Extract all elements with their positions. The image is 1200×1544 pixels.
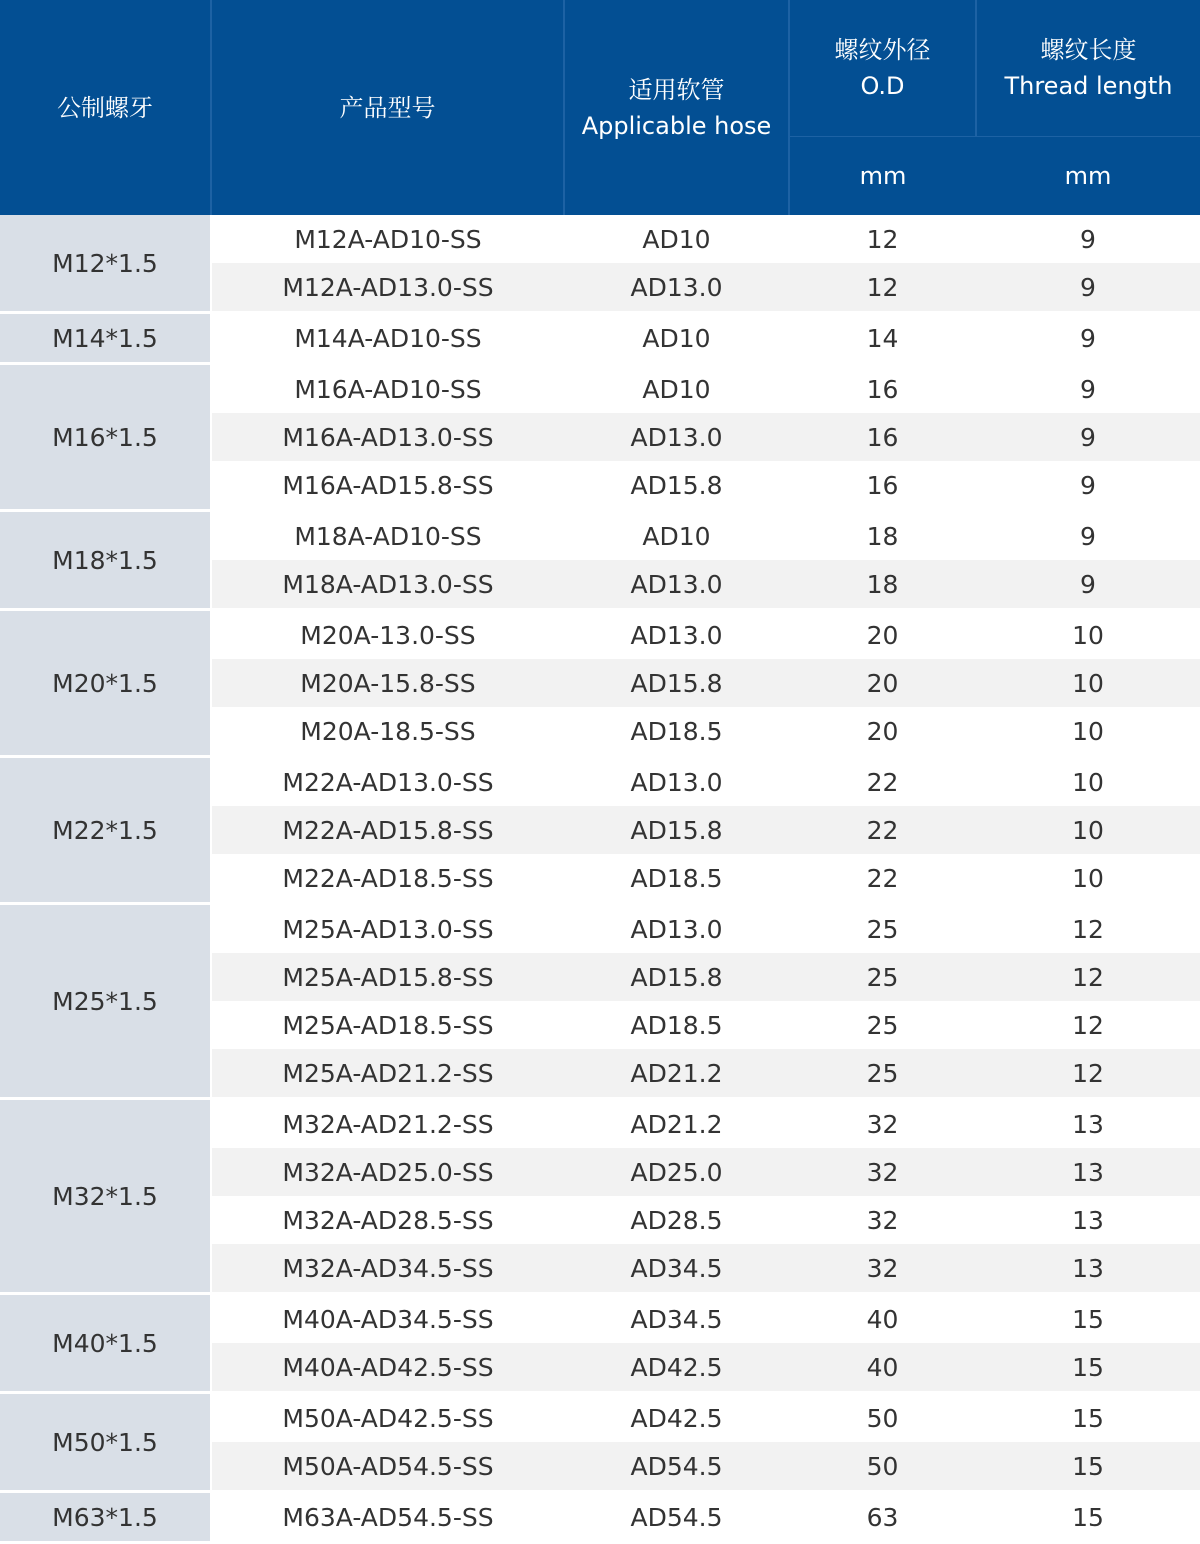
thread-length-cell: 12 bbox=[976, 904, 1200, 954]
applicable-hose-cell: AD15.8 bbox=[564, 659, 789, 707]
applicable-hose-cell: AD34.5 bbox=[564, 1244, 789, 1294]
table-row bbox=[0, 610, 1200, 660]
thread-length-cell: 13 bbox=[976, 1196, 1200, 1244]
thread-length-cell: 9 bbox=[976, 263, 1200, 313]
outer-diameter-cell: 18 bbox=[789, 560, 976, 610]
applicable-hose-cell: AD13.0 bbox=[564, 610, 789, 660]
thread-length-cell: 15 bbox=[976, 1294, 1200, 1344]
applicable-hose-cell: AD42.5 bbox=[564, 1343, 789, 1393]
product-model-cell: M18A-AD10-SS bbox=[211, 511, 564, 561]
applicable-hose-cell: AD15.8 bbox=[564, 953, 789, 1001]
applicable-hose-cell: AD13.0 bbox=[564, 757, 789, 807]
product-model-cell: M25A-AD21.2-SS bbox=[211, 1049, 564, 1099]
applicable-hose-cell: AD18.5 bbox=[564, 854, 789, 904]
thread-length-cell: 10 bbox=[976, 806, 1200, 854]
metric-thread-cell: M20*1.5 bbox=[0, 610, 211, 757]
applicable-hose-cell: AD28.5 bbox=[564, 1196, 789, 1244]
applicable-hose-cell: AD10 bbox=[564, 215, 789, 263]
outer-diameter-cell: 16 bbox=[789, 461, 976, 511]
thread-length-cell: 13 bbox=[976, 1099, 1200, 1149]
product-model-cell: M16A-AD10-SS bbox=[211, 364, 564, 414]
product-model-cell: M22A-AD15.8-SS bbox=[211, 806, 564, 854]
outer-diameter-cell: 22 bbox=[789, 757, 976, 807]
applicable-hose-cell: AD13.0 bbox=[564, 904, 789, 954]
product-model-cell: M20A-15.8-SS bbox=[211, 659, 564, 707]
outer-diameter-cell: 12 bbox=[789, 215, 976, 263]
thread-length-cell: 15 bbox=[976, 1393, 1200, 1443]
outer-diameter-cell: 32 bbox=[789, 1244, 976, 1294]
thread-length-cell: 10 bbox=[976, 659, 1200, 707]
thread-length-cell: 12 bbox=[976, 1049, 1200, 1099]
metric-thread-cell: M18*1.5 bbox=[0, 511, 211, 610]
product-model-cell: M20A-18.5-SS bbox=[211, 707, 564, 757]
product-model-cell: M25A-AD13.0-SS bbox=[211, 904, 564, 954]
thread-length-cell: 15 bbox=[976, 1442, 1200, 1492]
product-model-cell: M63A-AD54.5-SS bbox=[211, 1492, 564, 1543]
product-model-cell: M40A-AD42.5-SS bbox=[211, 1343, 564, 1393]
outer-diameter-cell: 50 bbox=[789, 1393, 976, 1443]
product-model-cell: M18A-AD13.0-SS bbox=[211, 560, 564, 610]
table-row bbox=[0, 364, 1200, 414]
product-model-cell: M12A-AD10-SS bbox=[211, 215, 564, 263]
table-row bbox=[0, 904, 1200, 954]
table-row bbox=[0, 1492, 1200, 1543]
header-applicable-hose-cn: 适用软管 bbox=[628, 75, 725, 104]
metric-thread-cell: M12*1.5 bbox=[0, 215, 211, 313]
table-row bbox=[0, 1294, 1200, 1344]
thread-length-cell: 9 bbox=[976, 461, 1200, 511]
header-applicable-hose-en: Applicable hose bbox=[581, 111, 772, 140]
product-model-cell: M32A-AD28.5-SS bbox=[211, 1196, 564, 1244]
product-model-cell: M22A-AD18.5-SS bbox=[211, 854, 564, 904]
outer-diameter-cell: 40 bbox=[789, 1294, 976, 1344]
metric-thread-cell: M50*1.5 bbox=[0, 1393, 211, 1492]
header-metric-thread: 公制螺牙 bbox=[0, 0, 211, 215]
product-model-cell: M40A-AD34.5-SS bbox=[211, 1294, 564, 1344]
applicable-hose-cell: AD15.8 bbox=[564, 461, 789, 511]
table-row bbox=[0, 1393, 1200, 1443]
outer-diameter-cell: 20 bbox=[789, 707, 976, 757]
applicable-hose-cell: AD21.2 bbox=[564, 1049, 789, 1099]
outer-diameter-cell: 16 bbox=[789, 413, 976, 461]
applicable-hose-cell: AD13.0 bbox=[564, 560, 789, 610]
outer-diameter-cell: 14 bbox=[789, 313, 976, 364]
table-row bbox=[0, 313, 1200, 364]
product-model-cell: M12A-AD13.0-SS bbox=[211, 263, 564, 313]
product-model-cell: M25A-AD15.8-SS bbox=[211, 953, 564, 1001]
outer-diameter-cell: 20 bbox=[789, 610, 976, 660]
outer-diameter-cell: 32 bbox=[789, 1196, 976, 1244]
applicable-hose-cell: AD18.5 bbox=[564, 1001, 789, 1049]
product-model-cell: M50A-AD42.5-SS bbox=[211, 1393, 564, 1443]
header-thread-length-cn: 螺纹长度 bbox=[1040, 36, 1137, 64]
thread-length-cell: 9 bbox=[976, 364, 1200, 414]
outer-diameter-cell: 18 bbox=[789, 511, 976, 561]
thread-length-cell: 10 bbox=[976, 707, 1200, 757]
table-row bbox=[0, 215, 1200, 263]
thread-length-cell: 9 bbox=[976, 215, 1200, 263]
thread-length-cell: 9 bbox=[976, 313, 1200, 364]
thread-length-cell: 10 bbox=[976, 610, 1200, 660]
thread-length-cell: 12 bbox=[976, 1001, 1200, 1049]
thread-length-cell: 10 bbox=[976, 757, 1200, 807]
header-thread-length-en: Thread length bbox=[1004, 72, 1173, 100]
applicable-hose-cell: AD25.0 bbox=[564, 1148, 789, 1196]
outer-diameter-cell: 63 bbox=[789, 1492, 976, 1543]
applicable-hose-cell: AD34.5 bbox=[564, 1294, 789, 1344]
applicable-hose-cell: AD10 bbox=[564, 313, 789, 364]
header-outer-diameter bbox=[789, 0, 976, 137]
product-model-cell: M22A-AD13.0-SS bbox=[211, 757, 564, 807]
thread-length-cell: 9 bbox=[976, 560, 1200, 610]
outer-diameter-cell: 25 bbox=[789, 904, 976, 954]
outer-diameter-cell: 20 bbox=[789, 659, 976, 707]
thread-length-cell: 15 bbox=[976, 1343, 1200, 1393]
metric-thread-cell: M16*1.5 bbox=[0, 364, 211, 511]
product-model-cell: M16A-AD15.8-SS bbox=[211, 461, 564, 511]
outer-diameter-cell: 40 bbox=[789, 1343, 976, 1393]
thread-length-cell: 12 bbox=[976, 953, 1200, 1001]
applicable-hose-cell: AD54.5 bbox=[564, 1492, 789, 1543]
header-outer-diameter-cn: 螺纹外径 bbox=[834, 36, 931, 64]
product-model-cell: M14A-AD10-SS bbox=[211, 313, 564, 364]
thread-length-cell: 9 bbox=[976, 413, 1200, 461]
thread-length-cell: 9 bbox=[976, 511, 1200, 561]
table-row bbox=[0, 757, 1200, 807]
metric-thread-cell: M14*1.5 bbox=[0, 313, 211, 364]
header-unit-outer-diameter: mm bbox=[789, 137, 976, 216]
product-model-cell: M32A-AD21.2-SS bbox=[211, 1099, 564, 1149]
applicable-hose-cell: AD13.0 bbox=[564, 413, 789, 461]
thread-length-cell: 13 bbox=[976, 1244, 1200, 1294]
thread-length-cell: 13 bbox=[976, 1148, 1200, 1196]
thread-length-cell: 10 bbox=[976, 854, 1200, 904]
metric-thread-cell: M63*1.5 bbox=[0, 1492, 211, 1543]
metric-thread-cell: M22*1.5 bbox=[0, 757, 211, 904]
outer-diameter-cell: 32 bbox=[789, 1148, 976, 1196]
header-unit-thread-length: mm bbox=[976, 137, 1200, 216]
table-row bbox=[0, 511, 1200, 561]
header-product-model: 产品型号 bbox=[211, 0, 564, 215]
metric-thread-cell: M40*1.5 bbox=[0, 1294, 211, 1393]
applicable-hose-cell: AD42.5 bbox=[564, 1393, 789, 1443]
table-header bbox=[0, 0, 1200, 215]
applicable-hose-cell: AD10 bbox=[564, 511, 789, 561]
metric-thread-cell: M25*1.5 bbox=[0, 904, 211, 1099]
table-row bbox=[0, 1099, 1200, 1149]
outer-diameter-cell: 25 bbox=[789, 1049, 976, 1099]
header-outer-diameter-en: O.D bbox=[860, 72, 905, 100]
product-model-cell: M20A-13.0-SS bbox=[211, 610, 564, 660]
metric-thread-cell: M32*1.5 bbox=[0, 1099, 211, 1294]
outer-diameter-cell: 50 bbox=[789, 1442, 976, 1492]
thread-length-cell: 15 bbox=[976, 1492, 1200, 1543]
applicable-hose-cell: AD54.5 bbox=[564, 1442, 789, 1492]
outer-diameter-cell: 25 bbox=[789, 1001, 976, 1049]
applicable-hose-cell: AD21.2 bbox=[564, 1099, 789, 1149]
table-body bbox=[0, 215, 1200, 1543]
applicable-hose-cell: AD15.8 bbox=[564, 806, 789, 854]
applicable-hose-cell: AD13.0 bbox=[564, 263, 789, 313]
applicable-hose-cell: AD10 bbox=[564, 364, 789, 414]
outer-diameter-cell: 22 bbox=[789, 806, 976, 854]
product-model-cell: M50A-AD54.5-SS bbox=[211, 1442, 564, 1492]
product-model-cell: M32A-AD34.5-SS bbox=[211, 1244, 564, 1294]
outer-diameter-cell: 16 bbox=[789, 364, 976, 414]
product-model-cell: M25A-AD18.5-SS bbox=[211, 1001, 564, 1049]
applicable-hose-cell: AD18.5 bbox=[564, 707, 789, 757]
outer-diameter-cell: 22 bbox=[789, 854, 976, 904]
product-model-cell: M32A-AD25.0-SS bbox=[211, 1148, 564, 1196]
product-model-cell: M16A-AD13.0-SS bbox=[211, 413, 564, 461]
outer-diameter-cell: 12 bbox=[789, 263, 976, 313]
header-applicable-hose bbox=[564, 0, 789, 215]
outer-diameter-cell: 25 bbox=[789, 953, 976, 1001]
header-thread-length bbox=[976, 0, 1200, 137]
outer-diameter-cell: 32 bbox=[789, 1099, 976, 1149]
